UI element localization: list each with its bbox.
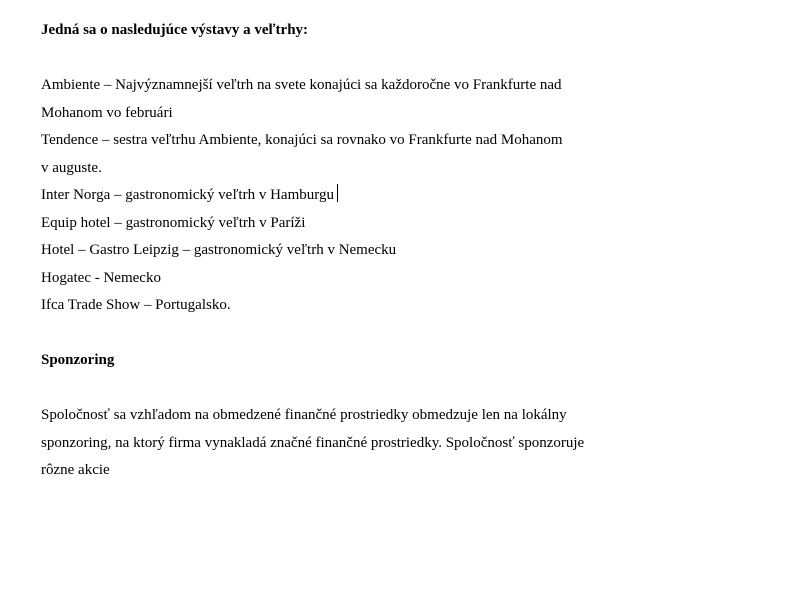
blank-line — [41, 320, 641, 348]
heading: Jedná sa o nasledujúce výstavy a veľtrhy: — [41, 22, 309, 38]
fair-line: Mohanom vo februári — [41, 104, 173, 121]
fair-line: Equip hotel – gastronomický veľtrh v Paríži — [41, 214, 306, 231]
blank-line — [41, 375, 641, 403]
fair-line: Hotel – Gastro Leipzig – gastronomický veľtrh v Nemecku — [41, 242, 397, 258]
fair-line: Tendence – sestra veľtrhu Ambiente, konajúci sa rovnako vo Frankfurte nad Mohanom — [41, 132, 563, 148]
document-body[interactable] — [41, 17, 641, 485]
fair-line: v auguste. — [41, 159, 102, 176]
fair-line: Hogatec - Nemecko — [41, 269, 161, 286]
fair-line-text: Inter Norga – gastronomický veľtrh v Hamburgu — [41, 187, 334, 203]
paragraph-line: rôzne akcie — [41, 462, 110, 478]
paragraph-line: sponzoring, na ktorý firma vynakladá značné finančné prostriedky. Spoločnosť sponzoruje — [41, 434, 585, 451]
blank-line — [41, 45, 641, 73]
fair-line-with-cursor — [41, 182, 641, 210]
fair-line: Ambiente – Najvýznamnejší veľtrh na svete konajúci sa každoročne vo Frankfurte nad — [41, 77, 562, 93]
fair-line: Ifca Trade Show – Portugalsko. — [41, 297, 231, 313]
text-cursor — [337, 184, 339, 202]
paragraph-line: Spoločnosť sa vzhľadom na obmedzené finančné prostriedky obmedzuje len na lokálny — [41, 407, 567, 423]
section-title: Sponzoring — [41, 352, 115, 368]
